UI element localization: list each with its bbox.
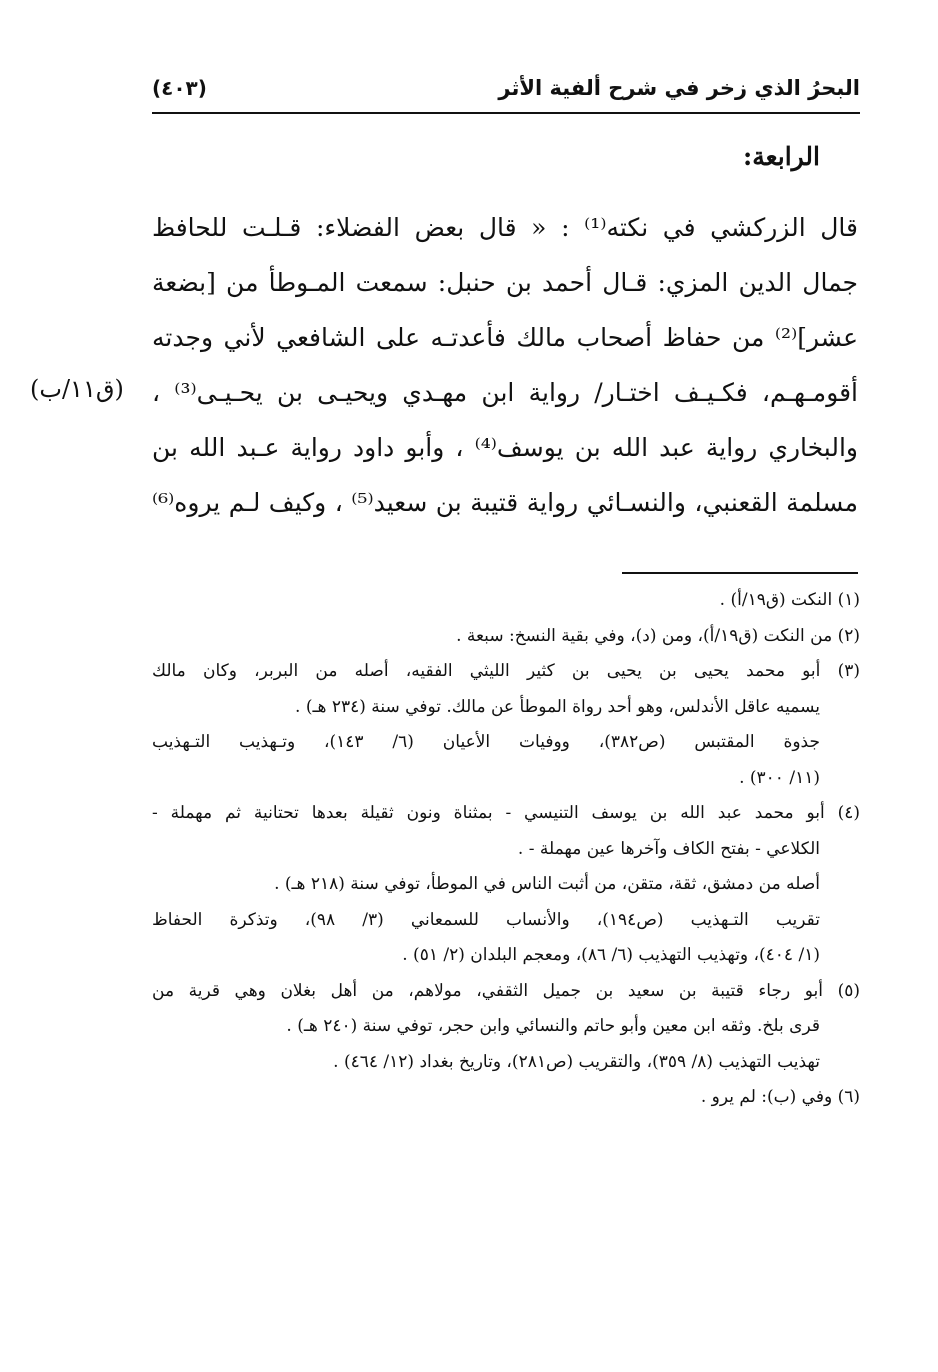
header-divider <box>152 112 860 114</box>
body-line: عشر]⁽²⁾ من حفاظ أصحاب مالك فأعدتـه على الشافعي لأني وجدته <box>152 323 858 352</box>
footnote-line: (١/ ٤٠٤)، وتهذيب التهذيب (٦/ ٨٦)، ومعجم البلدان (٢/ ٥١) . <box>402 945 820 965</box>
section-heading: الرابعة: <box>743 142 820 171</box>
footnote-line: (٦) وفي (ب): لم يرو . <box>700 1087 860 1107</box>
footnote-line: (٥) أبو رجاء قتيبة بن سعيد بن جميل الثقفي، مولاهم، من أهل بغلان وهي قرية من <box>152 980 860 1001</box>
body-line: أقومـهـم، فكـيـف اختـار/ رواية ابن مهـدي ويحيـى بن يحـيـى⁽³⁾ ، <box>152 378 858 407</box>
manuscript-folio-marker: (ق١١/ب) <box>30 375 124 403</box>
footnote-line: أصله من دمشق، ثقة، متقن، من أثبت الناس في الموطأ، توفي سنة (٢١٨ هـ) . <box>274 874 820 894</box>
page-number: (٤٠٣) <box>152 76 207 100</box>
running-header <box>152 72 860 112</box>
footnote-line: تهذيب التهذيب (٨/ ٣٥٩)، والتقريب (ص٢٨١)، وتاريخ بغداد (١٢/ ٤٦٤) . <box>333 1051 820 1072</box>
body-line: والبخاري رواية عبد الله بن يوسف⁽⁴⁾ ، وأبو داود رواية عـبد الله بن <box>152 433 858 462</box>
footnote-line: الكلاعي - بفتح الكاف وآخرها عين مهملة - . <box>517 838 820 859</box>
footnote-line: (١) النكت (ق١٩/أ) . <box>719 590 860 610</box>
footnote-line: تقريب التـهذيب (ص١٩٤)، والأنساب للسمعاني (٣/ ٩٨)، وتذكرة الحفاظ <box>152 909 820 930</box>
footnote-line: (٣) أبو محمد يحيى بن يحيى بن كثير الليثي الفقيه، أصله من البربر، وكان مالك <box>152 661 860 681</box>
footnote-line: (٢) من النكت (ق١٩/أ)، ومن (د)، وفي بقية النسخ: سبعة . <box>456 625 860 646</box>
footnote-line: قرى بلخ. وثقه ابن معين وأبو حاتم والنسائي وابن حجر، توفي سنة (٢٤٠ هـ) . <box>286 1016 820 1036</box>
main-text <box>152 200 858 530</box>
body-line: جمال الدين المزي: قـال أحمد بن حنبل: سمعت المـوطأ من [بضعة <box>152 268 858 297</box>
body-line: قال الزركشي في نكته⁽¹⁾ : « قال بعض الفضلاء: قـلـت للحافظ <box>152 213 858 242</box>
footnotes <box>152 583 860 1116</box>
footnote-line: (١١/ ٣٠٠) . <box>739 767 820 788</box>
book-title: البحرُ الذي زخر في شرح ألفية الأثر <box>498 76 860 100</box>
footnote-divider <box>622 572 858 574</box>
footnote-line: (٤) أبو محمد عبد الله بن يوسف التنيسي - بمثناة ونون ثقيلة بعدها تحتانية ثم مهملة - <box>152 803 860 823</box>
footnote-line: جذوة المقتبس (ص٣٨٢)، ووفيات الأعيان (٦/ ١٤٣)، وتـهذيب التـهذيب <box>152 732 820 752</box>
body-line: مسلمة القعنبي، والنسـائي رواية قتيبة بن سعيد⁽⁵⁾ ، وكيف لـم يروه⁽⁶⁾ <box>152 488 858 517</box>
footnote-line: يسميه عاقل الأندلس، وهو أحد رواة الموطأ عن مالك. توفي سنة (٢٣٤ هـ) . <box>295 696 820 717</box>
